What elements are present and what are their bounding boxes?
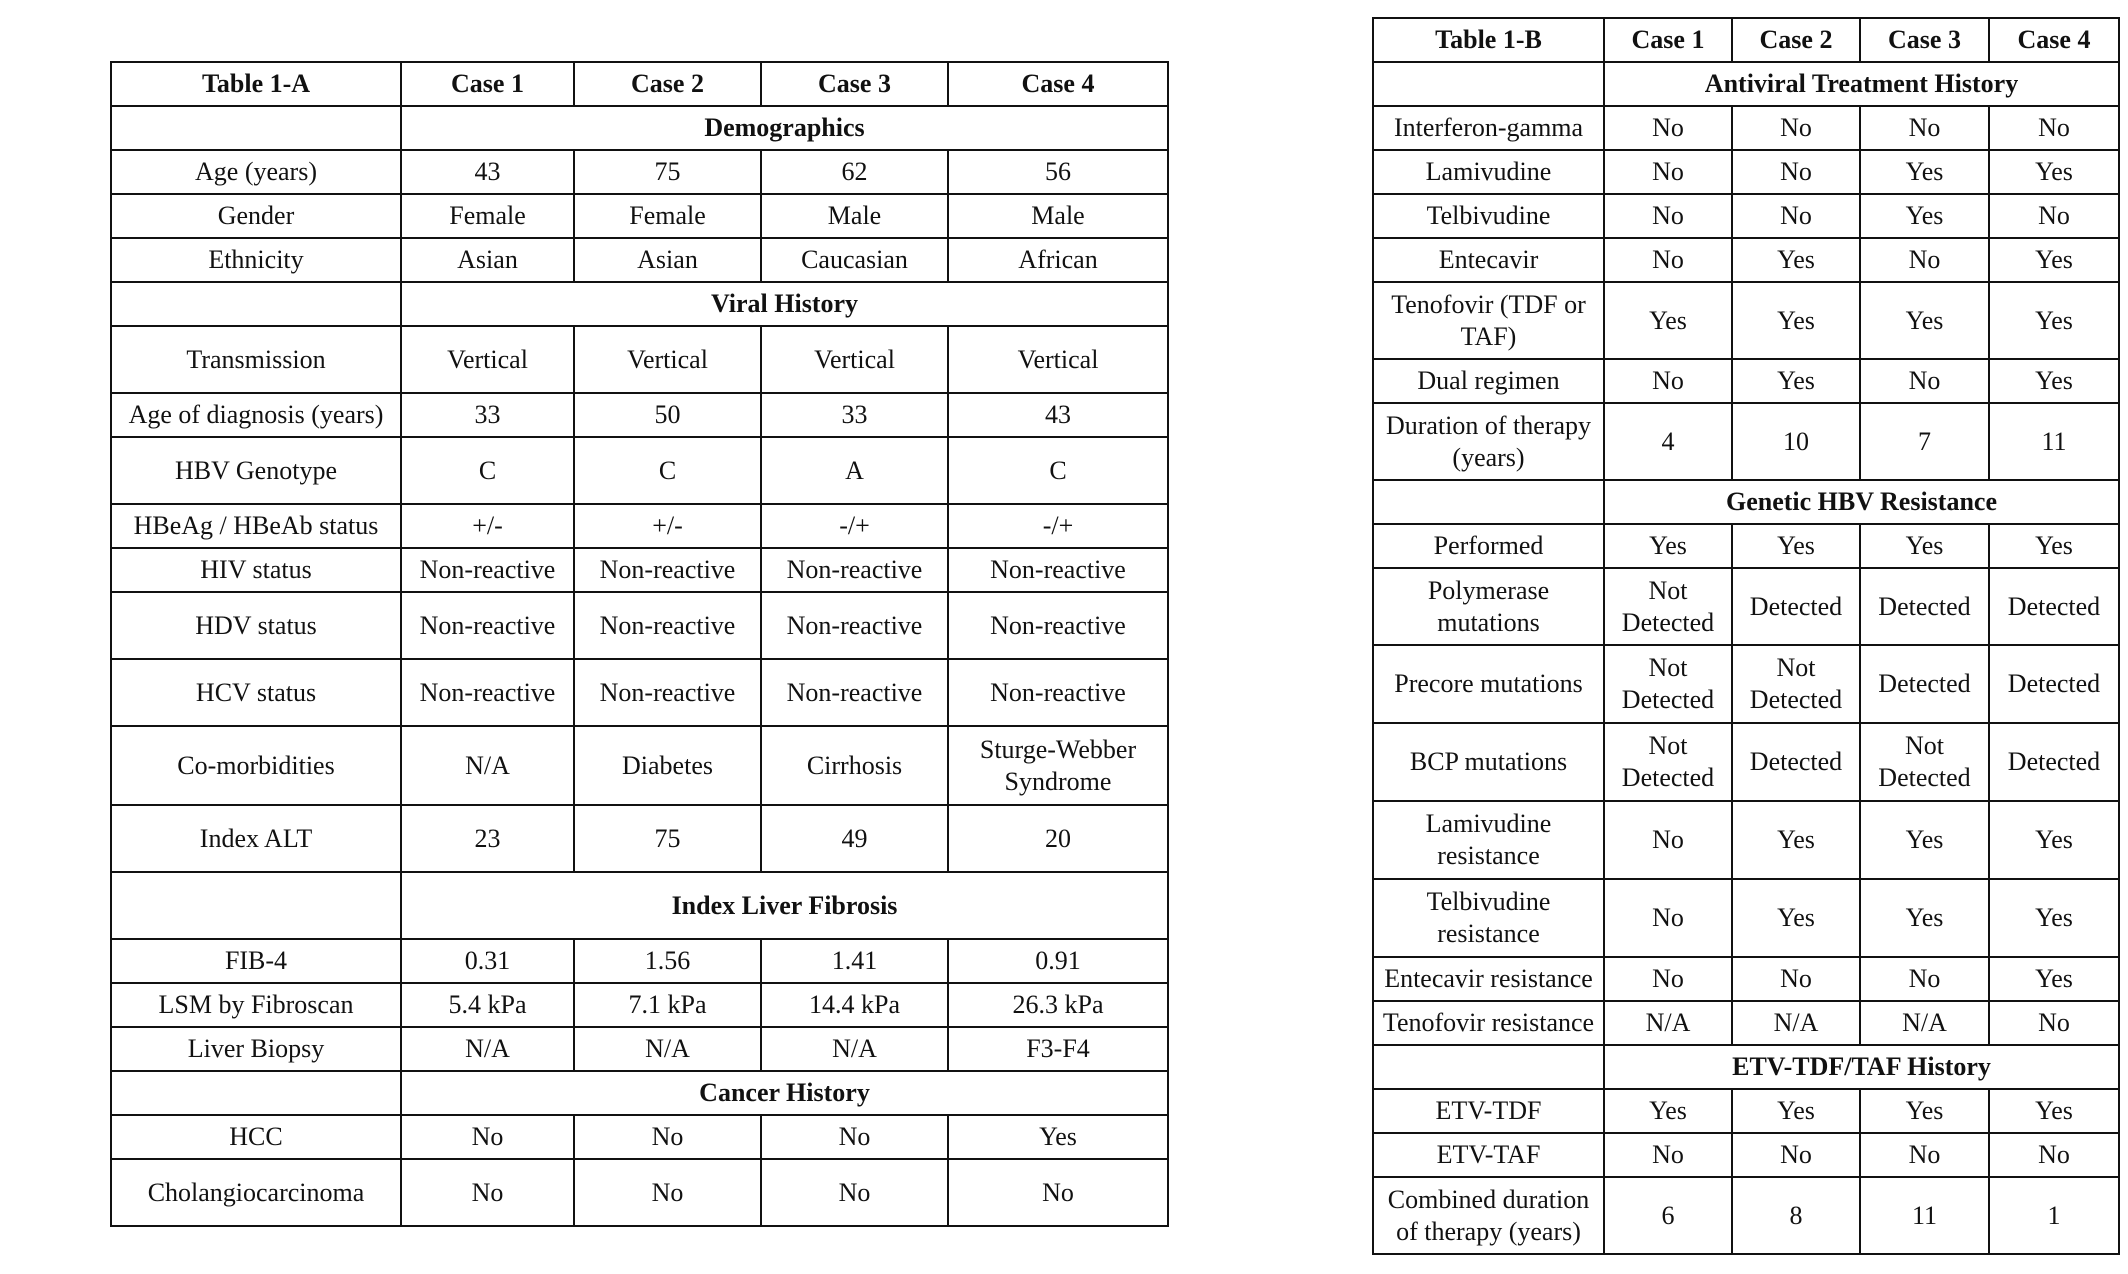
row-label: Entecavir — [1373, 238, 1604, 282]
table-cell: 8 — [1732, 1177, 1860, 1254]
row-label: Entecavir resistance — [1373, 957, 1604, 1001]
table-cell: Non-reactive — [761, 592, 948, 659]
table-cell: Detected — [1860, 568, 1989, 645]
table-cell: C — [401, 437, 574, 504]
table-cell: Yes — [948, 1115, 1168, 1159]
table-cell: Yes — [1732, 801, 1860, 879]
column-header: Case 2 — [574, 62, 761, 106]
table-cell: Vertical — [401, 326, 574, 393]
table-cell: Yes — [1860, 194, 1989, 238]
row-label: Cholangiocarcinoma — [111, 1159, 401, 1226]
table-cell: No — [1604, 150, 1732, 194]
row-label: Combined duration of therapy (years) — [1373, 1177, 1604, 1254]
section-row — [111, 282, 1168, 326]
table-row — [1373, 150, 2119, 194]
table-cell: No — [1989, 106, 2119, 150]
row-label: HBV Genotype — [111, 437, 401, 504]
section-header: Cancer History — [401, 1071, 1168, 1115]
table-cell: 33 — [401, 393, 574, 437]
table-cell: 75 — [574, 150, 761, 194]
column-header: Case 1 — [1604, 18, 1732, 62]
table-cell: No — [1732, 957, 1860, 1001]
table-cell: Yes — [1860, 801, 1989, 879]
table-cell: No — [1860, 106, 1989, 150]
table-cell: Yes — [1989, 801, 2119, 879]
table-row — [1373, 524, 2119, 568]
table-cell: -/+ — [761, 504, 948, 548]
empty-cell — [111, 106, 401, 150]
section-header: ETV-TDF/TAF History — [1604, 1045, 2119, 1089]
table-cell: Yes — [1860, 150, 1989, 194]
empty-cell — [1373, 62, 1604, 106]
table-cell: No — [1860, 238, 1989, 282]
table-cell: Not Detected — [1860, 723, 1989, 801]
table-cell: A — [761, 437, 948, 504]
table-cell: Yes — [1732, 524, 1860, 568]
section-row — [111, 872, 1168, 939]
table-cell: 1.41 — [761, 939, 948, 983]
table-cell: Vertical — [574, 326, 761, 393]
column-header: Case 2 — [1732, 18, 1860, 62]
table-cell: Asian — [401, 238, 574, 282]
row-label: Duration of therapy (years) — [1373, 403, 1604, 480]
table-cell: Yes — [1989, 282, 2119, 359]
table-cell: Non-reactive — [574, 592, 761, 659]
row-label: HIV status — [111, 548, 401, 592]
column-header: Case 4 — [948, 62, 1168, 106]
section-header: Genetic HBV Resistance — [1604, 480, 2119, 524]
row-label: Age (years) — [111, 150, 401, 194]
row-label: ETV-TDF — [1373, 1089, 1604, 1133]
table-cell: Yes — [1989, 238, 2119, 282]
table-cell: Female — [401, 194, 574, 238]
table-cell: Female — [574, 194, 761, 238]
empty-cell — [111, 872, 401, 939]
table-cell: Non-reactive — [761, 659, 948, 726]
table-row — [1373, 359, 2119, 403]
table-cell: Male — [948, 194, 1168, 238]
table-cell: Detected — [1732, 568, 1860, 645]
row-label: LSM by Fibroscan — [111, 983, 401, 1027]
table-title: Table 1-B — [1373, 18, 1604, 62]
table-cell: 75 — [574, 805, 761, 872]
column-header: Case 3 — [761, 62, 948, 106]
row-label: Age of diagnosis (years) — [111, 393, 401, 437]
row-label: Tenofovir (TDF or TAF) — [1373, 282, 1604, 359]
table-cell: 23 — [401, 805, 574, 872]
table-cell: Yes — [1989, 879, 2119, 957]
table-cell: Yes — [1860, 282, 1989, 359]
table-cell: Sturge-Webber Syndrome — [948, 726, 1168, 805]
table-cell: No — [1860, 1133, 1989, 1177]
section-row — [111, 106, 1168, 150]
table-cell: No — [1732, 106, 1860, 150]
table-cell: Yes — [1989, 150, 2119, 194]
table-cell: 5.4 kPa — [401, 983, 574, 1027]
table-cell: 0.31 — [401, 939, 574, 983]
table-row — [111, 939, 1168, 983]
section-header: Antiviral Treatment History — [1604, 62, 2119, 106]
table-cell: N/A — [401, 1027, 574, 1071]
table-cell: Yes — [1989, 524, 2119, 568]
row-label: Tenofovir resistance — [1373, 1001, 1604, 1045]
table-cell: Non-reactive — [401, 592, 574, 659]
row-label: Index ALT — [111, 805, 401, 872]
table-row — [111, 326, 1168, 393]
row-label: Gender — [111, 194, 401, 238]
table-cell: No — [1604, 1133, 1732, 1177]
row-label: Lamivudine resistance — [1373, 801, 1604, 879]
table-cell: Yes — [1860, 879, 1989, 957]
table-cell: No — [1989, 194, 2119, 238]
table-cell: 43 — [948, 393, 1168, 437]
table-row — [111, 150, 1168, 194]
row-label: Dual regimen — [1373, 359, 1604, 403]
table-cell: No — [948, 1159, 1168, 1226]
table-row — [1373, 801, 2119, 879]
table-row — [111, 726, 1168, 805]
table-row — [111, 592, 1168, 659]
table-cell: N/A — [1604, 1001, 1732, 1045]
row-label: HDV status — [111, 592, 401, 659]
section-row — [1373, 1045, 2119, 1089]
table-row — [111, 1159, 1168, 1226]
table-row — [1373, 282, 2119, 359]
table-cell: Yes — [1604, 282, 1732, 359]
table-cell: 20 — [948, 805, 1168, 872]
row-label: Precore mutations — [1373, 645, 1604, 723]
table-cell: 14.4 kPa — [761, 983, 948, 1027]
table-cell: 6 — [1604, 1177, 1732, 1254]
column-header: Case 4 — [1989, 18, 2119, 62]
table-row — [1373, 879, 2119, 957]
table-cell: No — [1604, 957, 1732, 1001]
table-row — [111, 393, 1168, 437]
row-label: HBeAg / HBeAb status — [111, 504, 401, 548]
table-cell: 50 — [574, 393, 761, 437]
table-cell: Not Detected — [1604, 723, 1732, 801]
table-row — [1373, 194, 2119, 238]
table-cell: No — [1604, 194, 1732, 238]
table-row — [111, 504, 1168, 548]
empty-cell — [1373, 480, 1604, 524]
table-cell: Yes — [1732, 238, 1860, 282]
table-cell: African — [948, 238, 1168, 282]
table-cell: -/+ — [948, 504, 1168, 548]
row-label: Ethnicity — [111, 238, 401, 282]
table-cell: Non-reactive — [948, 548, 1168, 592]
row-label: BCP mutations — [1373, 723, 1604, 801]
empty-cell — [111, 282, 401, 326]
table-cell: 26.3 kPa — [948, 983, 1168, 1027]
table-row — [111, 805, 1168, 872]
row-label: ETV-TAF — [1373, 1133, 1604, 1177]
section-header: Demographics — [401, 106, 1168, 150]
table-cell: Yes — [1732, 282, 1860, 359]
table-cell: F3-F4 — [948, 1027, 1168, 1071]
table-cell: N/A — [574, 1027, 761, 1071]
table-cell: Non-reactive — [401, 659, 574, 726]
table-cell: No — [401, 1115, 574, 1159]
table-cell: N/A — [761, 1027, 948, 1071]
table-cell: 11 — [1860, 1177, 1989, 1254]
table-cell: No — [1732, 150, 1860, 194]
table-cell: Detected — [1989, 645, 2119, 723]
table-cell: +/- — [401, 504, 574, 548]
table-cell: Yes — [1604, 524, 1732, 568]
row-label: Liver Biopsy — [111, 1027, 401, 1071]
table-cell: Yes — [1989, 359, 2119, 403]
table-cell: No — [1860, 359, 1989, 403]
table-row — [111, 437, 1168, 504]
table-cell: 10 — [1732, 403, 1860, 480]
table-cell: Diabetes — [574, 726, 761, 805]
row-label: Co-morbidities — [111, 726, 401, 805]
table-row — [111, 659, 1168, 726]
table-cell: Yes — [1604, 1089, 1732, 1133]
row-label: Polymerase mutations — [1373, 568, 1604, 645]
table-cell: N/A — [1732, 1001, 1860, 1045]
column-header: Case 1 — [401, 62, 574, 106]
table-cell: 1.56 — [574, 939, 761, 983]
section-header: Viral History — [401, 282, 1168, 326]
table-1b — [1372, 17, 2120, 1255]
row-label: Transmission — [111, 326, 401, 393]
table-cell: No — [574, 1159, 761, 1226]
row-label: HCV status — [111, 659, 401, 726]
table-row — [1373, 568, 2119, 645]
table-cell: Non-reactive — [574, 659, 761, 726]
section-header: Index Liver Fibrosis — [401, 872, 1168, 939]
table-cell: Yes — [1732, 1089, 1860, 1133]
table-cell: No — [761, 1159, 948, 1226]
table-cell: Detected — [1989, 568, 2119, 645]
table-cell: Yes — [1860, 524, 1989, 568]
table-cell: Detected — [1860, 645, 1989, 723]
row-label: Interferon-gamma — [1373, 106, 1604, 150]
table-cell: 49 — [761, 805, 948, 872]
table-cell: No — [1604, 801, 1732, 879]
table-cell: Not Detected — [1604, 645, 1732, 723]
row-label: Lamivudine — [1373, 150, 1604, 194]
table-cell: Not Detected — [1732, 645, 1860, 723]
table-cell: No — [1604, 106, 1732, 150]
table-cell: Non-reactive — [574, 548, 761, 592]
table-cell: 43 — [401, 150, 574, 194]
table-row — [111, 548, 1168, 592]
table-cell: Yes — [1860, 1089, 1989, 1133]
table-cell: 33 — [761, 393, 948, 437]
table-cell: Cirrhosis — [761, 726, 948, 805]
table-cell: 7 — [1860, 403, 1989, 480]
table-cell: Yes — [1989, 1089, 2119, 1133]
empty-cell — [1373, 1045, 1604, 1089]
section-row — [1373, 480, 2119, 524]
table-cell: 4 — [1604, 403, 1732, 480]
table-cell: No — [1989, 1133, 2119, 1177]
table-cell: Detected — [1989, 723, 2119, 801]
table-cell: Non-reactive — [948, 592, 1168, 659]
row-label: HCC — [111, 1115, 401, 1159]
table-row — [1373, 645, 2119, 723]
table-cell: 7.1 kPa — [574, 983, 761, 1027]
table-row — [111, 983, 1168, 1027]
table-cell: No — [574, 1115, 761, 1159]
table-cell: Yes — [1732, 359, 1860, 403]
table-row — [1373, 238, 2119, 282]
table-row — [1373, 1089, 2119, 1133]
table-cell: Non-reactive — [761, 548, 948, 592]
table-cell: No — [1732, 194, 1860, 238]
table-cell: No — [1604, 238, 1732, 282]
column-header: Case 3 — [1860, 18, 1989, 62]
row-label: Telbivudine resistance — [1373, 879, 1604, 957]
table-cell: No — [1860, 957, 1989, 1001]
header-row — [1373, 18, 2119, 62]
table-cell: +/- — [574, 504, 761, 548]
table-cell: Detected — [1732, 723, 1860, 801]
table-row — [111, 238, 1168, 282]
table-cell: 62 — [761, 150, 948, 194]
row-label: FIB-4 — [111, 939, 401, 983]
table-cell: No — [1604, 359, 1732, 403]
table-cell: N/A — [1860, 1001, 1989, 1045]
row-label: Performed — [1373, 524, 1604, 568]
table-row — [111, 194, 1168, 238]
table-cell: Asian — [574, 238, 761, 282]
table-cell: Vertical — [948, 326, 1168, 393]
table-row — [111, 1027, 1168, 1071]
section-row — [111, 1071, 1168, 1115]
row-label: Telbivudine — [1373, 194, 1604, 238]
section-row — [1373, 62, 2119, 106]
table-cell: C — [574, 437, 761, 504]
table-cell: Yes — [1989, 957, 2119, 1001]
table-title: Table 1-A — [111, 62, 401, 106]
table-cell: Yes — [1732, 879, 1860, 957]
table-1a — [110, 61, 1169, 1227]
table-cell: 1 — [1989, 1177, 2119, 1254]
table-cell: Vertical — [761, 326, 948, 393]
table-cell: Caucasian — [761, 238, 948, 282]
table-cell: 11 — [1989, 403, 2119, 480]
table-row — [1373, 1133, 2119, 1177]
table-cell: C — [948, 437, 1168, 504]
table-row — [1373, 1177, 2119, 1254]
table-cell: 0.91 — [948, 939, 1168, 983]
table-cell: No — [761, 1115, 948, 1159]
empty-cell — [111, 1071, 401, 1115]
table-row — [111, 1115, 1168, 1159]
table-row — [1373, 106, 2119, 150]
table-cell: 56 — [948, 150, 1168, 194]
table-cell: No — [1604, 879, 1732, 957]
header-row — [111, 62, 1168, 106]
table-row — [1373, 1001, 2119, 1045]
table-row — [1373, 403, 2119, 480]
table-cell: Non-reactive — [401, 548, 574, 592]
table-cell: No — [1732, 1133, 1860, 1177]
table-cell: No — [1989, 1001, 2119, 1045]
table-cell: Male — [761, 194, 948, 238]
table-row — [1373, 723, 2119, 801]
table-cell: Non-reactive — [948, 659, 1168, 726]
table-cell: N/A — [401, 726, 574, 805]
table-cell: Not Detected — [1604, 568, 1732, 645]
table-row — [1373, 957, 2119, 1001]
table-cell: No — [401, 1159, 574, 1226]
